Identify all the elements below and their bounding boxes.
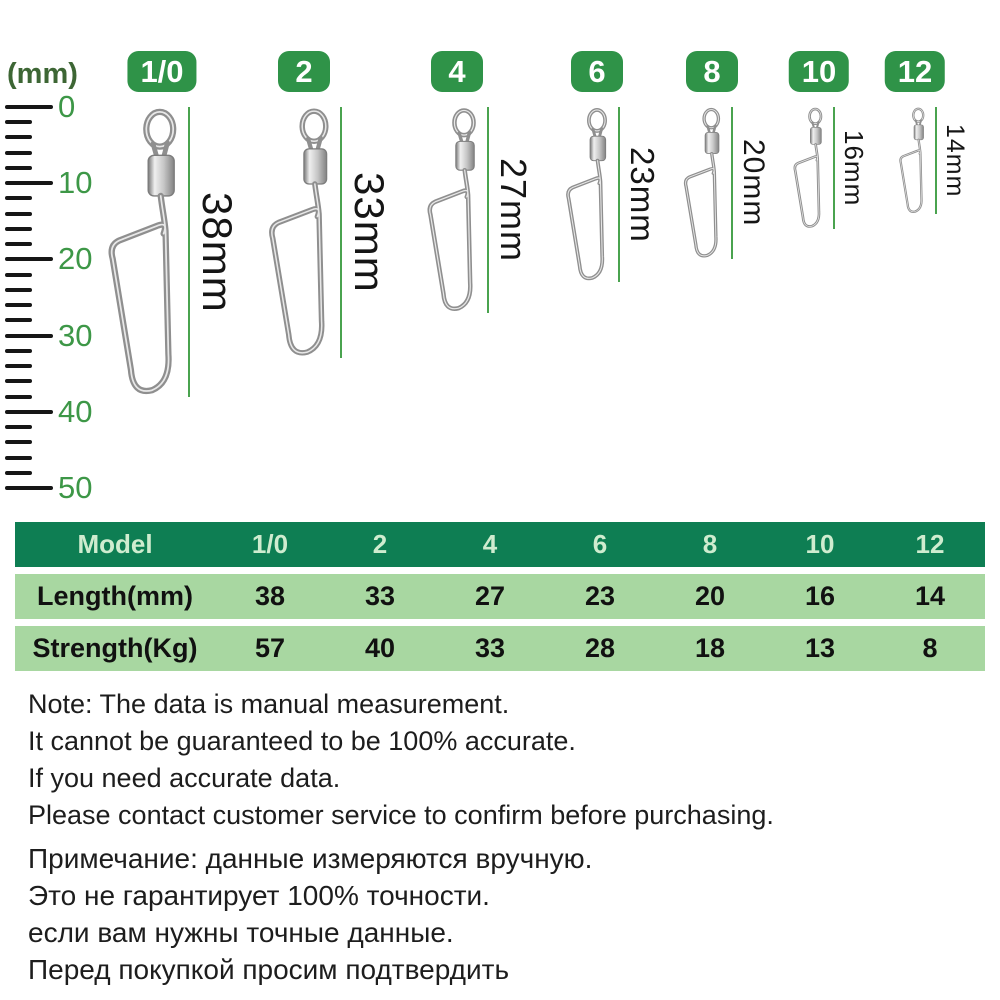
ruler-minor-tick <box>5 166 32 170</box>
measure-line <box>340 107 342 358</box>
ruler-minor-tick <box>5 471 32 475</box>
ruler-major-tick <box>5 257 53 261</box>
ruler-minor-tick <box>5 456 32 460</box>
ruler-minor-tick <box>5 135 32 139</box>
table-row <box>15 626 985 671</box>
length-label <box>838 107 869 229</box>
table-length-cell: 33 <box>364 581 396 611</box>
table-strength-cell: 28 <box>584 633 616 663</box>
table-length-cell: 20 <box>694 581 726 611</box>
ruler-major-tick <box>5 410 53 414</box>
size-badge: 12 <box>885 51 945 92</box>
note-line: Это не гарантирует 100% точности. <box>28 880 490 911</box>
note-line: If you need accurate data. <box>28 763 341 793</box>
ruler-major-tick <box>5 181 53 185</box>
length-label <box>736 107 770 259</box>
table-corner-cell: Model <box>77 529 153 559</box>
length-label-text: 23mm <box>624 146 661 243</box>
ruler-major-tick <box>5 486 53 490</box>
measure-line <box>188 107 190 397</box>
table-length-cell: 23 <box>584 581 616 611</box>
table-length-cell: 16 <box>804 581 836 611</box>
note-line: Перед покупкой просим подтвердить <box>28 954 510 985</box>
note-line: Примечание: данные измеряются вручную. <box>28 843 593 874</box>
table-strength-cell: 57 <box>254 633 286 663</box>
table-model-cell: 8 <box>702 529 718 559</box>
snap-swivel-illustration <box>682 107 721 259</box>
length-label <box>492 107 534 313</box>
ruler-minor-tick <box>5 242 32 246</box>
ruler-tick-label: 20 <box>58 241 93 277</box>
length-label <box>193 107 241 397</box>
table-model-cell: 1/0 <box>251 529 289 559</box>
ruler-minor-tick <box>5 440 32 444</box>
table-model-cell: 2 <box>372 529 388 559</box>
table-strength-cell: 40 <box>364 633 396 663</box>
measure-line <box>935 107 937 214</box>
ruler-minor-tick <box>5 425 32 429</box>
ruler-minor-tick <box>5 273 32 277</box>
note-line: Please contact customer service to confirm before purchasing. <box>28 800 774 830</box>
length-label <box>345 107 393 358</box>
ruler-minor-tick <box>5 227 32 231</box>
size-badge: 6 <box>571 51 623 92</box>
snap-swivel-illustration <box>792 107 823 229</box>
ruler-minor-tick <box>5 364 32 368</box>
table-model-cell: 6 <box>592 529 608 559</box>
length-label <box>623 107 661 282</box>
ruler-tick-label: 10 <box>58 165 93 201</box>
measure-line <box>731 107 733 259</box>
note-line: Note: The data is manual measurement. <box>28 689 510 719</box>
length-label-text: 16mm <box>839 129 869 207</box>
ruler-major-tick <box>5 334 53 338</box>
note-russian <box>28 840 592 988</box>
ruler-minor-tick <box>5 120 32 124</box>
table-model-cell: 4 <box>482 529 498 559</box>
note-line: если вам нужны точные данные. <box>28 917 454 948</box>
ruler-tick-label: 40 <box>58 393 93 429</box>
measure-line <box>487 107 489 313</box>
length-label-text: 20mm <box>737 139 770 227</box>
ruler-minor-tick <box>5 349 32 353</box>
snap-swivel-illustration <box>898 107 925 214</box>
measure-line <box>833 107 835 229</box>
length-label-text: 14mm <box>941 123 969 198</box>
table-row <box>15 574 985 619</box>
table-row-label: Strength(Kg) <box>32 633 198 663</box>
ruler-tick-label: 0 <box>58 89 76 124</box>
size-badge: 8 <box>686 51 738 92</box>
table-strength-cell: 18 <box>694 633 726 663</box>
length-label-text: 33mm <box>346 172 393 293</box>
table-length-cell: 27 <box>474 581 506 611</box>
table-strength-cell: 8 <box>922 633 938 663</box>
size-badge: 1/0 <box>127 51 196 92</box>
ruler-major-tick <box>5 105 53 109</box>
length-label-text: 27mm <box>493 157 534 263</box>
note-line: It cannot be guaranteed to be 100% accurate. <box>28 726 576 756</box>
measure-line <box>618 107 620 282</box>
ruler-unit-label: (mm) <box>7 58 78 90</box>
table-length-cell: 38 <box>254 581 286 611</box>
ruler-minor-tick <box>5 151 32 155</box>
table-model-cell: 10 <box>805 529 835 559</box>
length-label-text: 38mm <box>194 191 241 313</box>
ruler-minor-tick <box>5 318 32 322</box>
table-strength-cell: 13 <box>804 633 836 663</box>
size-badge: 4 <box>431 51 483 92</box>
table-header-row <box>15 522 985 567</box>
table-row-label: Length(mm) <box>37 581 193 611</box>
table-model-cell: 12 <box>915 529 945 559</box>
snap-swivel-illustration <box>105 107 178 397</box>
note-english <box>28 686 774 834</box>
ruler-minor-tick <box>5 303 32 307</box>
spec-table <box>15 522 985 678</box>
snap-swivel-illustration <box>425 107 477 313</box>
ruler-minor-tick <box>5 196 32 200</box>
ruler-tick-label: 30 <box>58 317 93 353</box>
ruler-minor-tick <box>5 288 32 292</box>
ruler-minor-tick <box>5 395 32 399</box>
length-label <box>940 107 969 214</box>
size-badge: 2 <box>278 51 330 92</box>
table-strength-cell: 33 <box>474 633 506 663</box>
ruler-minor-tick <box>5 379 32 383</box>
size-badge: 10 <box>789 51 849 92</box>
table-length-cell: 14 <box>914 581 946 611</box>
ruler-tick-label: 50 <box>58 470 93 505</box>
snap-swivel-illustration <box>266 107 330 358</box>
snap-swivel-illustration <box>564 107 608 282</box>
ruler-minor-tick <box>5 212 32 216</box>
